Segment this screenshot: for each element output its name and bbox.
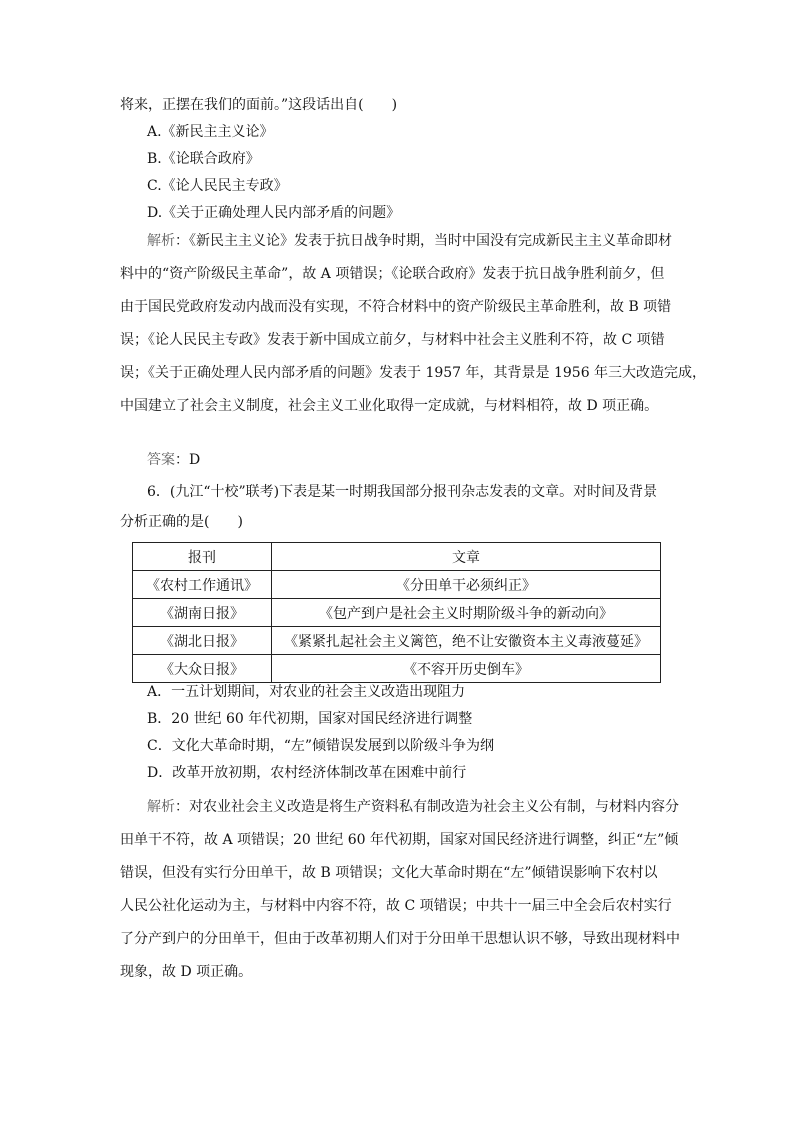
table-cell: 《农村工作通讯》 [133,571,272,599]
table-cell: 《湖北日报》 [133,627,272,655]
table-cell: 《分田单干必须纠正》 [272,571,661,599]
q5-answer [147,450,200,470]
q5-analysis-line-3: 由于国民党政府发动内战而没有实现，不符合材料中的资产阶级民主革命胜利，故 B 项错 [120,299,672,315]
table-header-cell: 报刊 [133,543,272,571]
q5-stem-tail: 将来，正摆在我们的面前。”这段话出自( ) [120,97,398,113]
table-cell: 《包产到户是社会主义时期阶级斗争的新动向》 [272,599,661,627]
table-cell: 《湖南日报》 [133,599,272,627]
q6-analysis [120,797,680,995]
q6-analysis-line-6: 现象，故 D 项正确。 [120,964,253,980]
q5-analysis-line-1: 解析：《新民主主义论》发表于抗日战争时期，当时中国没有完成新民主主义革命即材 [147,233,672,249]
table-row [133,571,661,599]
q6-option-b: B．20 世纪 60 年代初期，国家对国民经济进行调整 [147,711,473,727]
table-cell: 《大众日报》 [133,655,272,683]
q6-option-a: A．一五计划期间，对农业的社会主义改造出现阻力 [147,684,466,700]
table-cell: 《紧紧扎起社会主义篱笆，绝不让安徽资本主义毒液蔓延》 [272,627,661,655]
table-row [133,599,661,627]
q5-option-b: B.《论联合政府》 [147,151,260,167]
answer-label: 答案 [147,452,175,468]
table-row [133,627,661,655]
q6-analysis-line-3: 错误，但没有实行分田单干，故 B 项错误；文化大革命时期在“左”倾错误影响下农村以 [120,865,658,881]
q6-stem-line-1: 6．(九江“十校”联考)下表是某一时期我国部分报刊杂志发表的文章。对时间及背景 [147,484,658,500]
q5-analysis-line-2: 料中的“资产阶级民主革命”，故 A 项错误；《论联合政府》发表于抗日战争胜利前夕，但 [120,266,665,282]
table-header-cell: 文章 [272,543,661,571]
table-cell: 《不容开历史倒车》 [272,655,661,683]
q6-analysis-line-4: 人民公社化运动为主，与材料中内容不符，故 C 项错误；中共十一届三中全会后农村实行 [120,898,672,914]
q6-analysis-line-2: 田单干不符，故 A 项错误；20 世纪 60 年代初期，国家对国民经济进行调整，纠正“左”倾 [120,832,679,848]
table-row [133,655,661,683]
q6-option-d: D．改革开放初期，农村经济体制改革在困难中前行 [147,765,467,781]
analysis-label: 解析 [147,233,175,249]
q6-analysis-line-5: 了分产到户的分田单干，但由于改革初期人们对于分田单干思想认识不够，导致出现材料中 [120,931,680,947]
q5-option-a: A.《新民主主义论》 [147,124,274,140]
q6-option-c: C．文化大革命时期，“左”倾错误发展到以阶级斗争为纲 [147,738,495,754]
q6-analysis-line-1: 解析：对农业社会主义改造是将生产资料私有制改造为社会主义公有制，与材料内容分 [147,799,679,815]
answer-value: ：D [175,452,201,468]
q5-analysis-line-5: 误；《关于正确处理人民内部矛盾的问题》发表于 1957 年，其背景是 1956 年三大改造完成， [120,365,707,381]
q5-option-d: D.《关于正确处理人民内部矛盾的问题》 [147,205,401,221]
q6-table [132,542,661,683]
q5-analysis-line-6: 中国建立了社会主义制度，社会主义工业化取得一定成就，与材料相符，故 D 项正确。 [120,398,659,414]
q6-stem-line-2: 分析正确的是( ) [120,514,243,530]
q5-analysis-line-4: 误；《论人民民主专政》发表于新中国成立前夕，与材料中社会主义胜利不符，故 C 项错 [120,332,665,348]
table-header-row [133,543,661,571]
analysis-label: 解析 [147,799,175,815]
q5-option-c: C.《论人民民主专政》 [147,178,288,194]
q5-analysis [120,231,707,429]
